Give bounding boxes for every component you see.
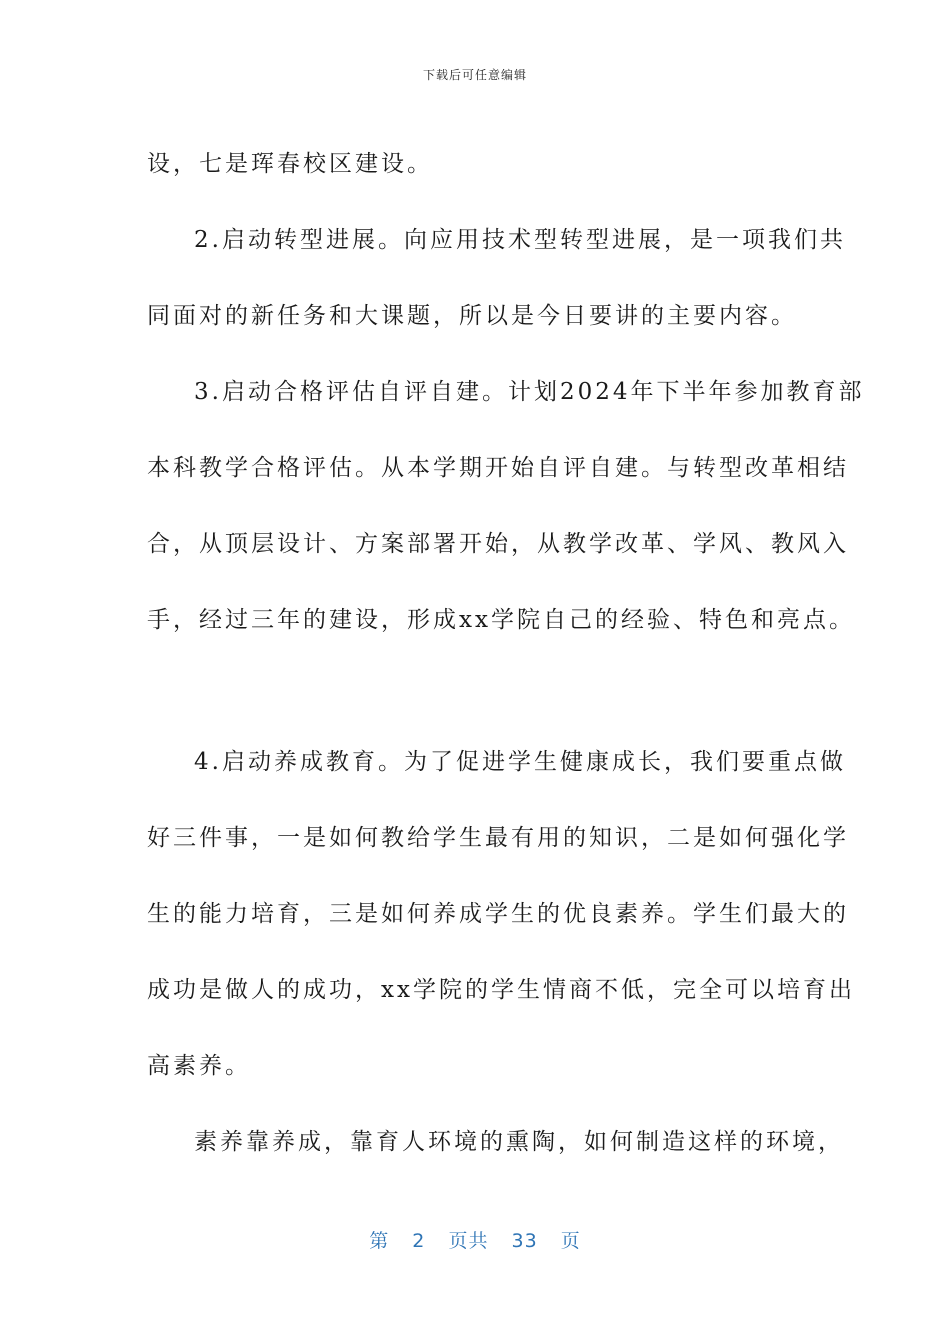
paragraph-line: 素养靠养成，靠育人环境的熏陶，如何制造这样的环境，	[194, 1129, 844, 1155]
page-footer	[0, 1226, 950, 1253]
paragraph-line: 2.启动转型进展。向应用技术型转型进展，是一项我们共	[194, 227, 846, 253]
paragraph-line: 成功是做人的成功，xx学院的学生情商不低，完全可以培育出	[147, 977, 855, 1003]
footer-current-page: 2	[412, 1230, 426, 1252]
paragraph-line: 生的能力培育，三是如何养成学生的优良素养。学生们最大的	[147, 901, 849, 927]
footer-suffix: 页	[560, 1230, 581, 1252]
paragraph-line: 设，七是珲春校区建设。	[147, 151, 433, 177]
footer-middle: 页共	[448, 1230, 489, 1252]
paragraph-line: 3.启动合格评估自评自建。计划2024年下半年参加教育部	[194, 379, 865, 405]
paragraph-line: 手，经过三年的建设，形成xx学院自己的经验、特色和亮点。	[147, 607, 855, 633]
paragraph-line: 高素养。	[147, 1053, 251, 1079]
paragraph-line: 4.启动养成教育。为了促进学生健康成长，我们要重点做	[194, 749, 846, 775]
paragraph-line: 好三件事，一是如何教给学生最有用的知识，二是如何强化学	[147, 825, 849, 851]
page-header: 下载后可任意编辑	[422, 68, 527, 82]
paragraph-line: 本科教学合格评估。从本学期开始自评自建。与转型改革相结	[147, 455, 849, 481]
footer-total-pages: 33	[511, 1230, 538, 1252]
document-body	[147, 126, 865, 1180]
paragraph-line: 同面对的新任务和大课题，所以是今日要讲的主要内容。	[147, 303, 797, 329]
paragraph-gap	[147, 658, 807, 724]
paragraph-line: 合，从顶层设计、方案部署开始，从教学改革、学风、教风入	[147, 531, 849, 557]
footer-prefix: 第	[369, 1230, 390, 1252]
